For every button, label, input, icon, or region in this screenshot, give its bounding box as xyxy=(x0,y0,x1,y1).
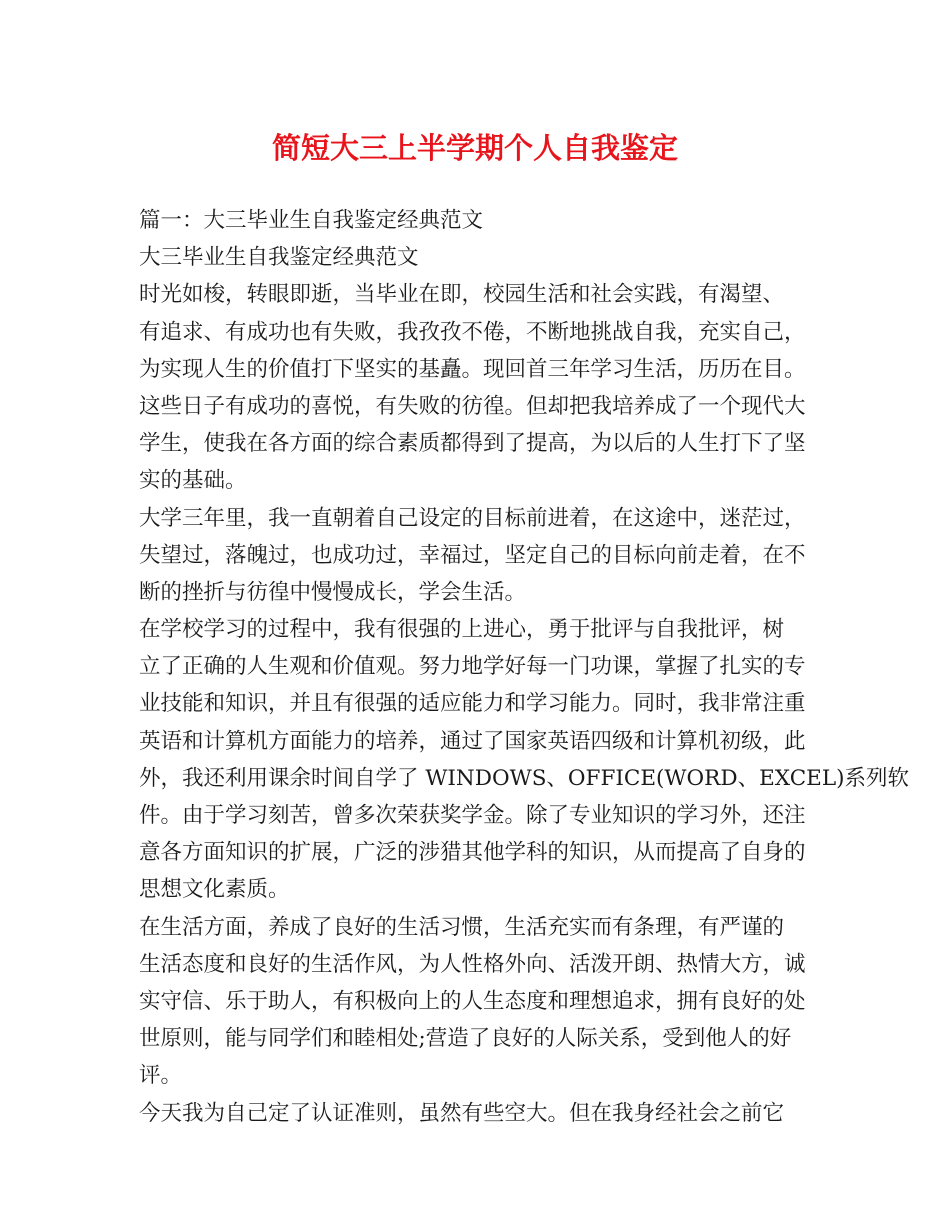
text-line: 业技能和知识，并且有很强的适应能力和学习能力。同时，我非常注重 xyxy=(139,691,806,717)
text-line: 实的基础。 xyxy=(139,468,247,494)
document-body xyxy=(139,202,910,1132)
text-line: 在生活方面，养成了良好的生活习惯，生活充实而有条理，有严谨的 xyxy=(139,914,785,940)
text-line: 世原则，能与同学们和睦相处;营造了良好的人际关系，受到他人的好 xyxy=(139,1026,792,1052)
text-line: 有追求、有成功也有失败，我孜孜不倦，不断地挑战自我，充实自己， xyxy=(139,319,806,345)
document-title: 简短大三上半学期个人自我鉴定 xyxy=(271,131,678,165)
text-line: 思想文化素质。 xyxy=(139,877,290,903)
text-line: 立了正确的人生观和价值观。努力地学好每一门功课，掌握了扎实的专 xyxy=(139,654,806,680)
text-line: 件。由于学习刻苦，曾多次荣获奖学金。除了专业知识的学习外，还注 xyxy=(139,803,806,828)
text-line: 实守信、乐于助人，有积极向上的人生态度和理想追求，拥有良好的处 xyxy=(139,988,806,1014)
text-line: 英语和计算机方面能力的培养，通过了国家英语四级和计算机初级，此 xyxy=(139,728,806,754)
text-line: 为实现人生的价值打下坚实的基矗。现回首三年学习生活，历历在目。 xyxy=(139,356,806,382)
text-line: 大学三年里，我一直朝着自己设定的目标前进着，在这途中，迷茫过， xyxy=(139,505,806,531)
text-line: 失望过，落魄过，也成功过，幸福过，坚定自己的目标向前走着，在不 xyxy=(139,542,806,568)
text-line: 评。 xyxy=(139,1063,183,1089)
text-line: 篇一：大三毕业生自我鉴定经典范文 xyxy=(139,208,484,233)
text-line: 大三毕业生自我鉴定经典范文 xyxy=(139,245,419,271)
text-line: 时光如梭，转眼即逝，当毕业在即，校园生活和社会实践，有渴望、 xyxy=(139,282,785,308)
text-line: 学生，使我在各方面的综合素质都得到了提高，为以后的人生打下了坚 xyxy=(139,431,806,457)
text-line: 这些日子有成功的喜悦，有失败的彷徨。但却把我培养成了一个现代大 xyxy=(139,393,806,419)
text-line: 意各方面知识的扩展，广泛的涉猎其他学科的知识，从而提高了自身的 xyxy=(139,840,806,866)
text-line: 今天我为自己定了认证准则，虽然有些空大。但在我身经社会之前它 xyxy=(139,1100,785,1126)
text-line: 断的挫折与彷徨中慢慢成长，学会生活。 xyxy=(139,579,527,605)
text-line: 外，我还利用课余时间自学了 WINDOWS、OFFICE(WORD、EXCEL)系列软 xyxy=(139,765,910,791)
text-line: 在学校学习的过程中，我有很强的上进心，勇于批评与自我批评，树 xyxy=(139,617,785,643)
text-line: 生活态度和良好的生活作风，为人性格外向、活泼开朗、热情大方，诚 xyxy=(139,951,806,977)
